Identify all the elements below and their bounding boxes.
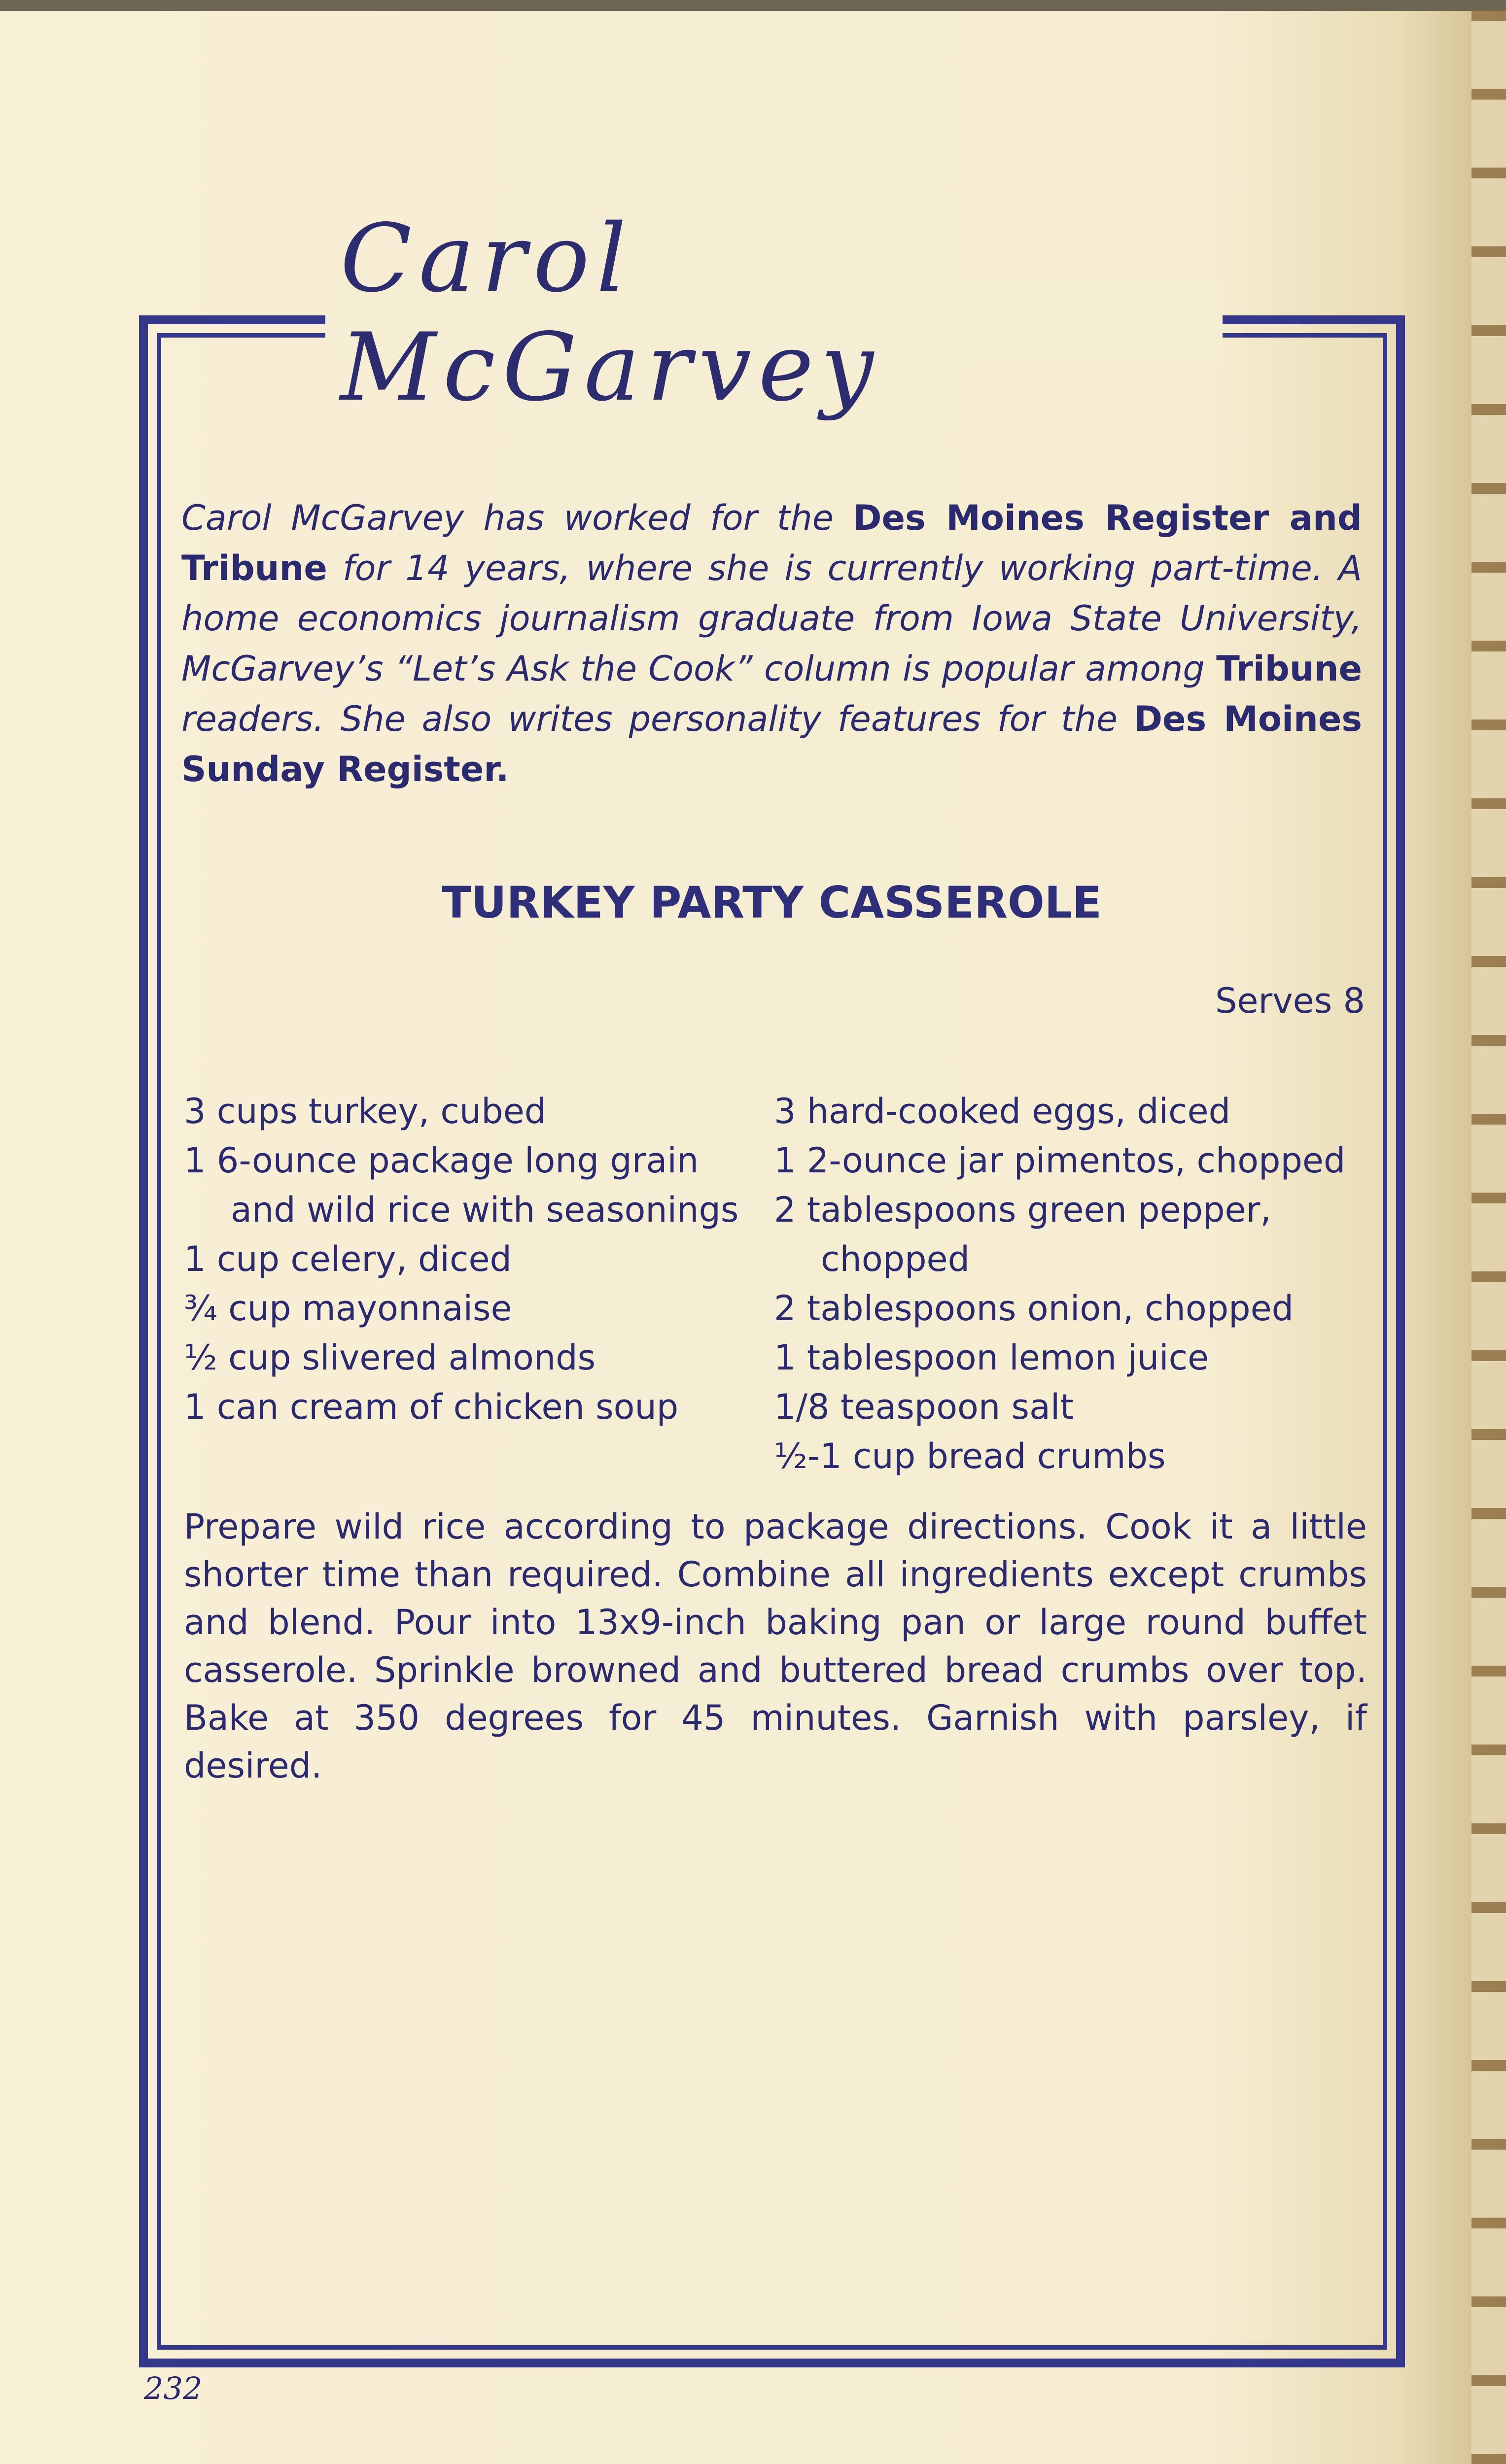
ingredient-item: 1 tablespoon lemon juice	[774, 1337, 1209, 1378]
ingredient-item: 1/8 teaspoon salt	[774, 1387, 1074, 1427]
ingredient-item: ¾ cup mayonnaise	[184, 1288, 512, 1329]
bio-publication: Tribune	[1216, 649, 1362, 689]
bio-publication: Des Moines Sunday Register.	[181, 699, 1362, 789]
bio-text: readers. She also writes personality features for the	[181, 699, 1134, 739]
recipe-title: TURKEY PARTY CASSEROLE	[442, 877, 1102, 928]
ingredient-item: ½-1 cup bread crumbs	[774, 1436, 1166, 1476]
ingredients-left-column	[184, 1087, 766, 1432]
ingredient-item: 2 tablespoons green pepper, chopped	[774, 1190, 1271, 1279]
ingredient-item: 2 tablespoons onion, chopped	[774, 1288, 1294, 1329]
spiral-binding	[1471, 10, 1506, 2464]
ingredient-item: 1 2-ounce jar pimentos, chopped	[774, 1140, 1346, 1181]
bio-publication: Des Moines Register and Tribune	[181, 498, 1362, 588]
ingredients-right-column	[774, 1087, 1380, 1481]
page-number: 232	[144, 2370, 203, 2406]
page-top-edge	[0, 0, 1506, 11]
bio-text: Carol McGarvey has worked for the	[181, 498, 853, 538]
serving-count: Serves 8	[1215, 981, 1365, 1021]
ingredient-item: 3 cups turkey, cubed	[184, 1091, 547, 1131]
ingredient-item: 3 hard-cooked eggs, diced	[774, 1091, 1230, 1131]
ingredient-item: 1 6-ounce package long grain and wild rice with seasonings	[184, 1140, 739, 1230]
bio-text: for 14 years, where she is currently working part-time. A home economics journalism graduate from Iowa State University, McGarvey’s “Let’s Ask the Cook” column is popular among	[181, 548, 1362, 689]
handwritten-signature: Carol McGarvey	[340, 204, 880, 422]
ingredient-item: 1 can cream of chicken soup	[184, 1387, 679, 1427]
recipe-directions: Prepare wild rice according to package directions. Cook it a little shorter time than required. Combine all ingredients except crumbs and blend. Pour into 13x9-inch baking pan or large round buffet casserole. Sprinkle browned and buttered bread crumbs over top. Bake at 350 degrees for 45 minutes. Garnish with parsley, if desired.	[184, 1506, 1367, 1786]
ingredient-item: ½ cup slivered almonds	[184, 1337, 596, 1378]
author-bio	[181, 493, 1362, 794]
ingredient-item: 1 cup celery, diced	[184, 1239, 512, 1279]
